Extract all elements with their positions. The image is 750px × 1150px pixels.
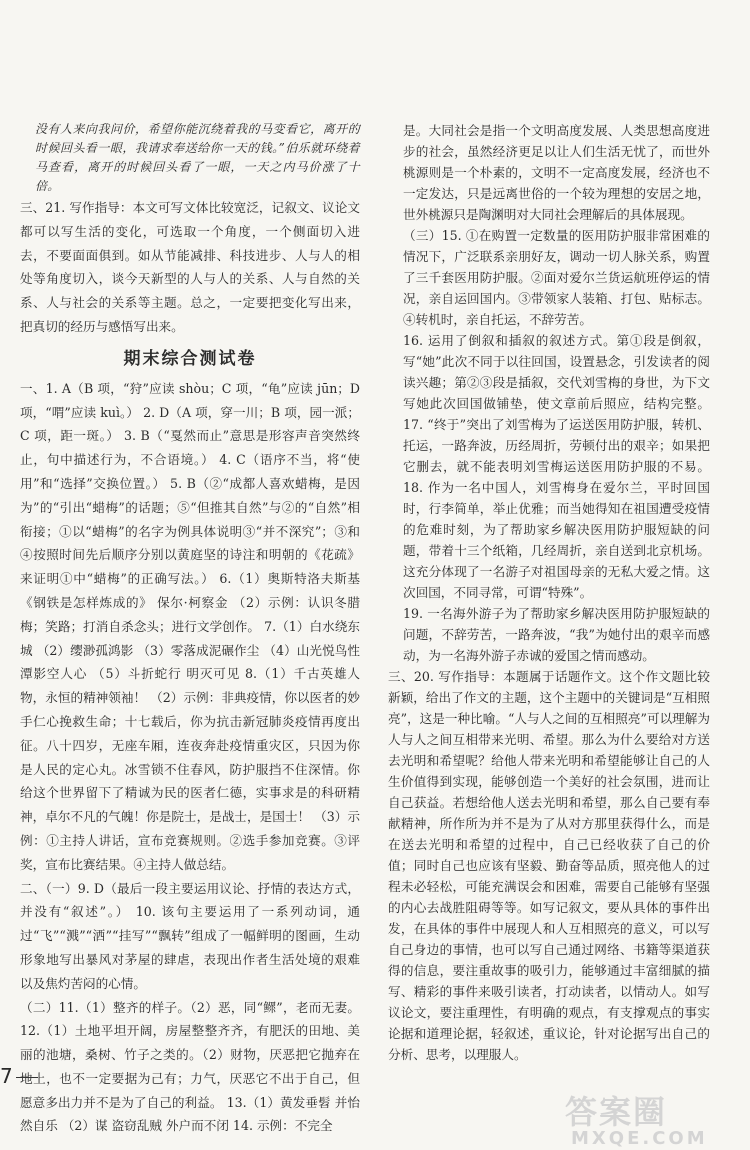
watermark-top: 答案圈 — [565, 1093, 668, 1131]
watermark-logo — [565, 1095, 735, 1147]
answer-15: （三）15. ①在购置一定数量的医用防护服非常困难的情况下，广泛联系亲朋好友，调动一切人脉关系，购置了三千套医用防护服。②面对爱尔兰货运航班停运的情况，亲自运回国内。③带领家人装箱、打包、贴标志。④转机时，亲自托运，不辞劳苦。 — [403, 228, 710, 327]
answer-14-continued: 是。大同社会是指一个文明高度发展、人类思想高度进步的社会，虽然经济更足以让人们生活无忧了，而世外桃源则是一个朴素的，文明不一定高度发展，经济也不一定发达，只是远离世俗的一个较为理想的安居之地，世外桃源只是陶渊明对大同社会理解后的具体展现。 — [403, 123, 710, 222]
left-column — [20, 120, 360, 1138]
answer-19: 19. 一名海外游子为了帮助家乡解决医用防护服短缺的问题，不辞劳苦，一路奔波，“我”为她付出的艰辛而感动，为一名海外游子赤诚的爱国之情而感动。 — [403, 606, 710, 663]
exam-title: 期末综合测试卷 — [123, 348, 257, 369]
answer-16-18: 16. 运用了倒叙和插叙的叙述方式。第①段是倒叙，写“她”此次不同于以往回国，设置悬念，引发读者的阅读兴趣；第②③段是插叙，交代刘雪梅的身世，为下文写她此次回国做铺垫，使文章前后照应，结构完整。 17. “终于”突出了刘雪梅为了运送医用防护服，转机、托运，一路奔波，历经周折，劳顿付出的艰辛；如果把它删去，就不能表明刘雪梅运送医用防护服的不易。 18. 作为一名中国人，刘雪梅身在爱尔兰，平时回国时，行李简单，举止优雅；而当她得知在祖国遭受疫情的危难时刻，为了帮助家乡解决医用防护服短缺的问题，带着十三个纸箱，几经周折，亲自送到北京机场。这充分体现了一名游子对祖国母亲的无私大爱之情。这次回国，不同寻常，可谓“特殊”。 — [403, 333, 710, 600]
answer-section-1: 一、1. A（B 项，“狩”应读 shòu；C 项，“龟”应读 jūn；D 项，“喟”应读 kuì。） 2. D（A 项，穿一川；B 项，园一派；C 项，距一斑。） 3. B（“戛然而止”意思是形容声音突然终止，句中描述行为，不合语境。） 4. C（语序不当，将“使用”和“选择”交换位置。） 5. B（②“成都人喜欢蜡梅，是因为”的“引出“蜡梅”的话题；⑤“但推其自然”与②的“自然”相衔接；①以“蜡梅”的名字为例具体说明③“并不深究”；③和④按照时间先后顺序分别以黄庭坚的诗注和明朝的《花疏》来证明①中“蜡梅”的正确写法。） 6.（1）奥斯特洛夫斯基 《钢铁是怎样炼成的》 保尔·柯察金 （2）示例：认识冬腊梅；笑路；打消自杀念头；进行文学创作。 7.（1）白水绕东城 （2）缨渺孤鸿影 （3）零落成泥碾作尘 （4）山光悦鸟性 潭影空人心 （5）斗折蛇行 明灭可见 8.（1）千古英雄人物，永恒的精神领袖！ （2）示例：非典疫情，你以医者的妙手仁心挽救生命；十七载后，你为抗击新冠肺炎疫情再度出征。八十四岁，无座车厢，连夜奔赴疫情重灾区，只因为你是人民的定心丸。冰雪锁不住春风，防护服挡不住深情。你给这个世界留下了精诚为民的医者仁德，实事求是的科研精神，卓尔不凡的气魄！你是院士，是战士，是国士！ （3）示例：①主持人讲话，宣布竞赛规则。②选手参加竞赛。③评奖，宣布比赛结果。④主持人做总结。 — [20, 380, 360, 872]
page-number: 7 — [0, 1064, 13, 1088]
answer-section-2a: 二、（一）9. D（最后一段主要运用议论、抒情的表达方式，并没有“叙述”。） 10. 该句主要运用了一系列动词，通过“飞”“溅”“洒”“挂写”“飘转”组成了一幅鲜明的图画，生动形象地写出暴风对茅屋的肆虐，表现出作者生活处境的艰难以及焦灼苦闷的心情。 — [20, 880, 360, 991]
classical-quote: 没有人来向我问价，希望你能沉绕着我的马变看它，离开的时候回头看一眼，我请求奉送给你一天的钱。”伯乐就环绕着马查看，离开的时候回头看了一眼，一天之内马价涨了十倍。 — [35, 122, 360, 193]
page-number-rule — [16, 1077, 38, 1078]
answer-section-2b: （二）11.（1）整齐的样子。（2）恶，同“鳏”，老而无妻。 12.（1）土地平坦开阔，房屋整整齐齐，有肥沃的田地、美丽的池塘，桑树、竹子之类的。（2）财物，厌恶把它抛弃在地上，也不一定要据为己有；力气，厌恶它不出于自己，但愿意多出力并不是为了自己的利益。 13.（1）黄发垂髫 并怡然自乐 （2）谋 盗窃乱贼 外户而不闭 14. 示例：不完全 — [20, 999, 360, 1134]
writing-guide-21: 三、21. 写作指导：本文可写文体比较宽泛，记叙文、议论文都可以写生活的变化，可选取一个角度，一个侧面切入进去，不要面面俱到。如从节能减排、科技进步、人与人的相处等角度切入，谈今天新型的人与人的关系、人与自然的关系、人与社会的关系等主题。总之，一定要把变化写出来，把真切的经历与感悟写出来。 — [20, 200, 360, 334]
writing-guide-20: 三、20. 写作指导：本题属于话题作文。这个作文题比较新颖，给出了作文的主题，这个主题中的关键词是“互相照亮”，这是一种比喻。“人与人之间的互相照亮”可以理解为人与人之间互相带来光明、希望。那么为什么要给对方送去光明和希望呢？给他人带来光明和希望能够让自己的人生价值得到实现，能够创造一个美好的社会氛围，进而让自己获益。若想给他人送去光明和希望，那么自己要有奉献精神，所作所为并不是为了从对方那里获得什么，而是在送去光明和希望的过程中，自己已经收获了自己的价值；同时自己也应该有坚毅、勤奋等品质，照亮他人的过程未必轻松，可能充满误会和困难，需要自己能够有坚强的内心去战胜阻碍等等。如写记叙文，要从具体的事件出发，在具体的事件中展现人和人互相照亮的意义，可以写自己身边的事情，也可以写自己通过网络、书籍等渠道获得的信息，要注重故事的吸引力，能够通过丰富细腻的描写、精彩的事件来吸引读者，打动读者，以情动人。如写议论文，要注重理性，有明确的观点，有支撑观点的事实论据和道理论据，轻叙述，重议论，针对论据写出自己的分析、思考，以理服人。 — [388, 669, 710, 1062]
right-column — [388, 120, 710, 1065]
watermark-bottom: MXQE.COM — [571, 1128, 708, 1149]
